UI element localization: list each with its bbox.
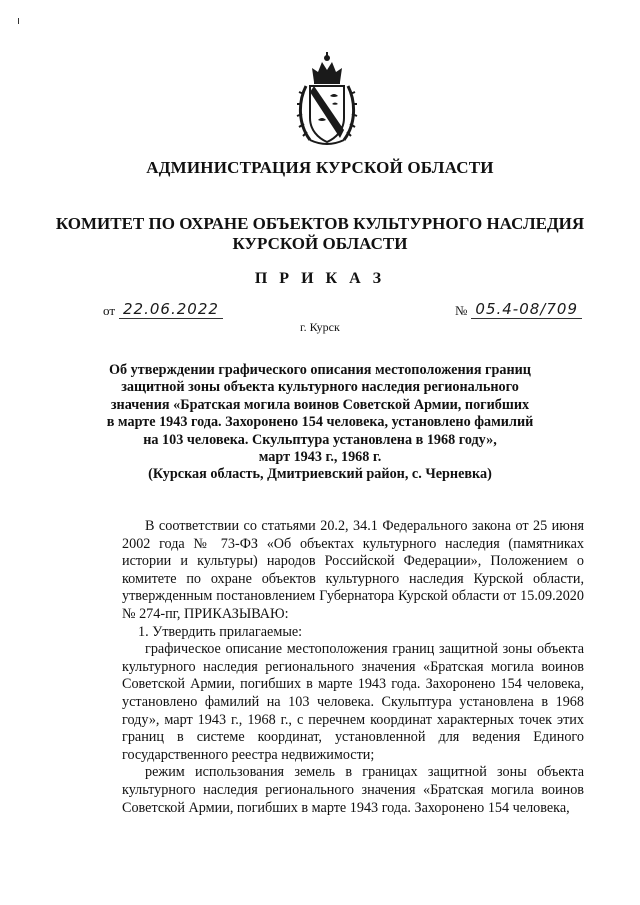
date-prefix: от	[103, 303, 116, 318]
committee-heading	[0, 214, 640, 254]
number-value: 05.4-08/709	[471, 300, 582, 319]
number-prefix: №	[455, 303, 468, 318]
committee-heading-line-1: КОМИТЕТ ПО ОХРАНЕ ОБЪЕКТОВ КУЛЬТУРНОГО НАСЛЕДИЯ	[55, 214, 585, 233]
paragraph-land-use-regime: режим использования земель в границах защитной зоны объекта культурного наследия регионального значения «Братская могила воинов Советской Армии, погибших в марте 1943 года. Захоронено 154 человека,	[122, 764, 584, 816]
kursk-coat-of-arms-icon	[296, 52, 358, 148]
date-value: 22.06.2022	[119, 300, 223, 319]
title-line: защитной зоны объекта культурного наследия регионального	[121, 379, 519, 396]
paragraph-item-1: 1. Утвердить прилагаемые:	[138, 623, 303, 640]
order-date	[103, 300, 223, 319]
paragraph-preamble: В соответствии со статьями 20.2, 34.1 Федерального закона от 25 июня 2002 года № 73-ФЗ «Об объектах культурного наследия (памятниках истории и культуры) народов Российской Федерации», Положением о комитете по охране объектов культурного наследия Курской области, утвержденным постановлением Губернатора Курской области от 15.09.2020 № 274-пг, ПРИКАЗЫВАЮ:	[122, 518, 584, 622]
title-line: март 1943 г., 1968 г.	[258, 449, 382, 466]
title-line: (Курская область, Дмитриевский район, с. Черневка)	[148, 466, 492, 483]
paragraph-graphic-description: графическое описание местоположения границ защитной зоны объекта культурного наследия регионального значения «Братская могила воинов Советской Армии, погибших в марте 1943 года. Захоронено 154 человека, установлено фамилий на 103 человека. Скульптура установлена в 1968 году», март 1943 г., 1968 г., с перечнем координат характерных точек этих границ в системе координат, установленной для ведения Единого государственного реестра недвижимости;	[122, 641, 584, 763]
order-title	[0, 362, 640, 484]
title-line: в марте 1943 года. Захоронено 154 человека, установлено фамилий	[106, 414, 534, 431]
scan-mark	[18, 18, 19, 24]
order-number	[455, 300, 582, 319]
city: г. Курск	[300, 320, 340, 334]
title-line: на 103 человека. Скульптура установлена в 1968 году»,	[143, 431, 497, 448]
title-line: Об утверждении графического описания местоположения границ	[108, 362, 531, 378]
title-line: значения «Братская могила воинов Советской Армии, погибших	[110, 396, 530, 413]
administration-heading: АДМИНИСТРАЦИЯ КУРСКОЙ ОБЛАСТИ	[146, 158, 494, 177]
order-body	[122, 518, 584, 817]
committee-heading-line-2: КУРСКОЙ ОБЛАСТИ	[232, 234, 408, 253]
document-type: П Р И К А З	[254, 270, 386, 287]
